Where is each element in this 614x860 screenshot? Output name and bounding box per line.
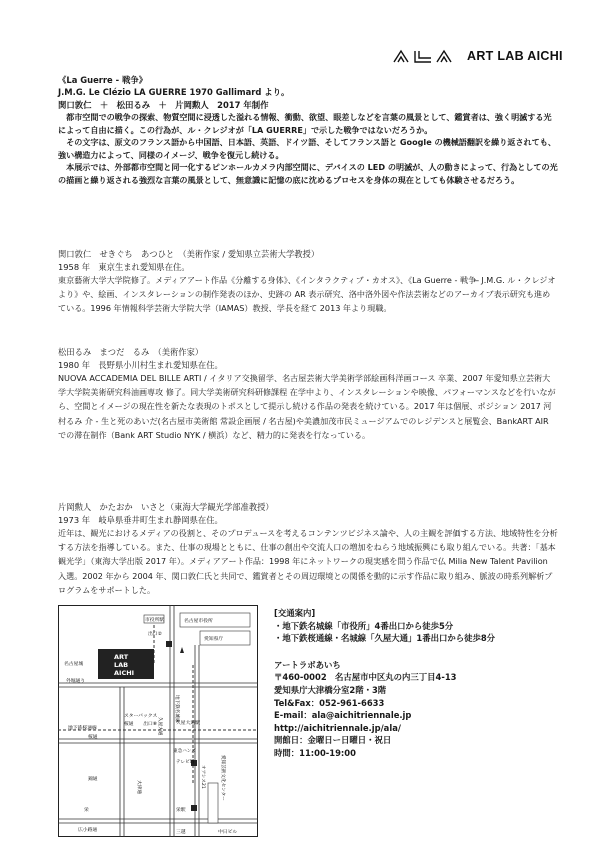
map-label: 桜通 — [88, 735, 98, 740]
intro-section — [58, 74, 558, 186]
map-label: 東急ハンズ — [173, 749, 196, 754]
map-logo-line: AICHI — [114, 669, 135, 677]
map-label: 大津通 — [136, 780, 141, 794]
intro-paragraph: 都市空間での戦争の探索、物質空間に浸透した溢れる情報、衝動、欲望、眼差しなどを言葉の風景として、鑑賞者は、強く明滅する光によって自由に描く。この行為が、ル・クレジオが「LA GUERRE」で示した戦争ではないだろうか。 — [58, 112, 552, 135]
bio-born: 1958 年 東京生まれ愛知県在住。 — [58, 261, 190, 272]
bio-born: 1973 年 岐阜県垂井町生まれ静岡県在住。 — [58, 514, 223, 525]
venue-address: 愛知県庁大津橋分室2階・3階 — [274, 684, 387, 695]
map-label: 愛知芸術文化センター — [220, 755, 225, 801]
bio-kataoka — [58, 501, 558, 597]
bio-body: 東京藝術大学大学院修了。メディアアート作品《分離する身体》、《インタラクティブ・カオス》、《La Guerre - 戦争 ̶ J.M.G. ル・クレジオより》や、絵画、インスタレーションの制作発表のほか、史跡の AR 表示研究、洛中洛外図や作法芸術などのアーカイブ表示研究も進めている。1996 年情報科学芸術大学院大学（IAMAS）教授、学長を経て 2013 年より現職。 — [58, 275, 556, 314]
map-label: 久屋大通駅 — [176, 721, 200, 726]
work-source: J.M.G. Le Clézio LA GUERRE 1970 Gallimard より。 — [58, 87, 290, 98]
map-label: 地下鉄桜通線 — [68, 726, 97, 731]
map-label: 地下鉄名城線 — [174, 695, 179, 723]
intro-paragraph: その文字は、原文のフランス語から中国語、日本語、英語、ドイツ語、そしてフランス語と Google の機械語翻訳を繰り返されても、強い構造力によって、同様のイメージ、戦争を復元し続ける。 — [58, 137, 556, 160]
work-credits: 関口敦仁 ＋ 松田るみ ＋ 片岡勲人 2017 年制作 — [58, 99, 269, 110]
access-title: [交通案内] — [274, 608, 316, 618]
map-label: 錦通 — [88, 777, 98, 782]
map-label: 栄 — [84, 808, 89, 813]
map-label: 名古屋城 — [64, 662, 84, 667]
map-label: 三越 — [176, 830, 186, 835]
map-label: 桜通 出口⑧ — [124, 722, 158, 727]
bio-matsuda — [58, 346, 558, 442]
map-logo-line: LAB — [114, 661, 129, 669]
bio-born: 1980 年 長野県小川村生まれ愛知県在住。 — [58, 359, 223, 370]
work-title: 《La Guerre - 戦争》 — [58, 75, 148, 85]
access-info — [274, 607, 574, 760]
bio-body: NUOVA ACCADEMIA DEL BILLE ARTI / イタリア交換留学、名古屋芸術大学美術学部絵画科洋画コース 卒業、2007 年愛知県立芸術大学大学院美術研究科油画専攻 修了。同大学美術研究科研修課程 在学中より、インスタレーションや映像、パフォーマンスなどを行いながら、空間とイメージの現在性を新たな表現のトポスとして提示し続ける作品の発表を続けている。2017 年は個展、ポジション 2017 河村るみ 介 - 生と死のあいだ(名古屋市美術館 常設企画展 / 名古屋)や美濃加茂市民ミュージアムでのレジデンスと展覧会、BankART AIR での滞在制作（Bank ART Studio NYK / 横浜）など、精力的に発表を行なっている。 — [58, 373, 556, 440]
ala-mark-icon — [393, 49, 459, 63]
map-label: 外堀通り — [66, 679, 86, 684]
map-label: テレビ塔 — [176, 760, 195, 765]
spacer — [274, 645, 574, 659]
map-label: 名古屋市役所 — [184, 619, 213, 624]
venue-name: アートラボあいち — [274, 659, 341, 670]
access-route: ・地下鉄名城線「市役所」4番出口から徒歩5分 — [274, 620, 454, 631]
bio-heading: 関口敦仁 せきぐち あつひと （美術作家 / 愛知県立芸術大学教授） — [58, 249, 320, 259]
map-label: 出口② — [148, 632, 162, 637]
venue-open-days: 開館日：金曜日ー日曜日・祝日 — [274, 735, 392, 746]
map-label: 久屋大通 — [157, 717, 162, 736]
logo-text: ART LAB AICHI — [467, 49, 563, 63]
map-logo-line: ART — [114, 653, 129, 661]
map-label: オアシス21 — [200, 765, 205, 789]
map-label: 中日ビル — [218, 830, 238, 835]
map-label: 市役所駅 — [145, 618, 165, 623]
bio-body: 近年は、観光におけるメディアの役割と、そのプロデュースを考えるコンテンツビジネス論や、人の主観を評価する方法、地域特性を分析する方法を指導している。また、仕事の現場とともに、仕事の創出や交流人口の増加をねらう地域振興にも取り組んでいる。共著：「基本観光学」（東海大学出版 2017 年）。メディアアート作品：1998 年にネットワークの現実感を問う作品で仏 Milia New Talent Pavilion 入選。2002 年から 2004 年、関口敦仁氏と共同で、鑑賞者とその周辺環境との関係を動的に示す作品に取り組み、脈波の時系列解析プログラムをサポートした。 — [58, 528, 558, 595]
access-map — [58, 605, 258, 837]
map-label: 栄駅 — [176, 808, 186, 813]
access-route: ・地下鉄桜通線・名城線「久屋大通」1番出口から徒歩8分 — [274, 633, 496, 644]
art-lab-aichi-logo — [393, 49, 563, 63]
venue-email[interactable]: E-mail：ala@aichitriennale.jp — [274, 710, 412, 721]
map-label: 広小路通 — [78, 828, 98, 833]
intro-paragraph: 本展示では、外部都市空間と同一化するピンホールカメラ内部空間に、デバイスの LED の明滅が、人の動きによって、行為としての光の描画と繰り返される強烈な言葉の風景として、無意識に記憶の底に沈めるプロセスを身体の現在としても体験させるだろう。 — [58, 162, 558, 185]
venue-telfax: Tel&Fax：052-961-6633 — [274, 697, 385, 708]
venue-address: 〒460-0002 名古屋市中区丸の内三丁目4-13 — [274, 672, 457, 683]
bio-sekiguchi — [58, 248, 558, 316]
venue-url[interactable]: http://aichitriennale.jp/ala/ — [274, 722, 401, 733]
map-label: 愛知県庁 — [204, 637, 224, 642]
venue-hours: 時間：11:00-19:00 — [274, 747, 356, 758]
bio-heading: 松田るみ まつだ るみ （美術作家） — [58, 347, 204, 357]
map-label: スターバックス — [124, 714, 158, 719]
bio-heading: 片岡勲人 かたおか いさと（東海大学観光学部准教授） — [58, 502, 274, 512]
